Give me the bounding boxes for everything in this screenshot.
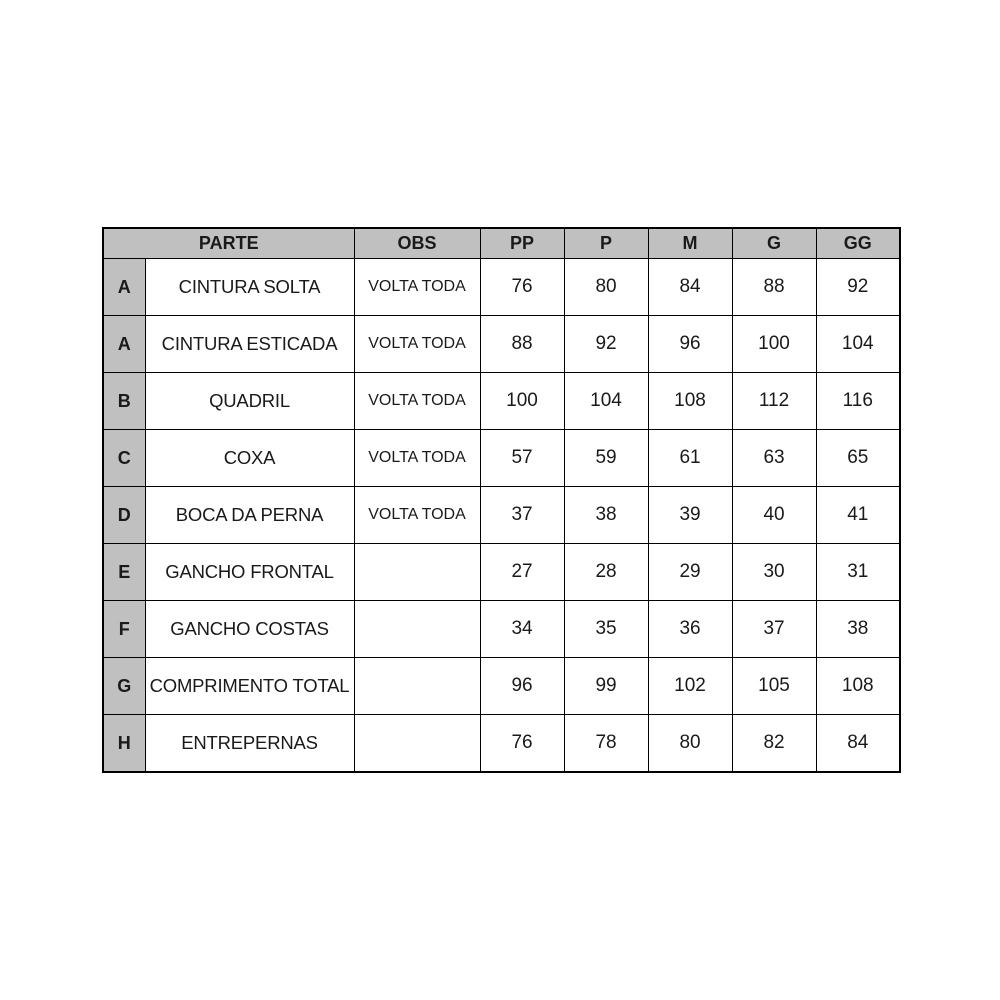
- row-value-pp: 88: [480, 316, 564, 373]
- row-value-g: 63: [732, 430, 816, 487]
- row-value-m: 36: [648, 601, 732, 658]
- table-body: [103, 259, 900, 773]
- table-row: [103, 316, 900, 373]
- row-value-gg: 92: [816, 259, 900, 316]
- row-parte: CINTURA ESTICADA: [145, 316, 354, 373]
- row-value-g: 112: [732, 373, 816, 430]
- row-obs: VOLTA TODA: [354, 259, 480, 316]
- row-obs: [354, 715, 480, 773]
- row-letter: G: [103, 658, 145, 715]
- row-obs: VOLTA TODA: [354, 430, 480, 487]
- row-obs: VOLTA TODA: [354, 373, 480, 430]
- row-value-m: 29: [648, 544, 732, 601]
- header-size-g: G: [732, 228, 816, 259]
- row-value-pp: 76: [480, 715, 564, 773]
- header-size-pp: PP: [480, 228, 564, 259]
- row-value-m: 39: [648, 487, 732, 544]
- row-letter: E: [103, 544, 145, 601]
- size-chart-table: [102, 227, 901, 773]
- row-value-g: 30: [732, 544, 816, 601]
- row-value-g: 105: [732, 658, 816, 715]
- row-value-p: 92: [564, 316, 648, 373]
- table-row: [103, 487, 900, 544]
- row-value-gg: 116: [816, 373, 900, 430]
- row-value-p: 59: [564, 430, 648, 487]
- row-value-gg: 108: [816, 658, 900, 715]
- row-letter: A: [103, 316, 145, 373]
- row-parte: COMPRIMENTO TOTAL: [145, 658, 354, 715]
- row-value-pp: 34: [480, 601, 564, 658]
- row-value-p: 78: [564, 715, 648, 773]
- table-row: [103, 373, 900, 430]
- row-value-g: 82: [732, 715, 816, 773]
- row-value-m: 96: [648, 316, 732, 373]
- row-value-p: 104: [564, 373, 648, 430]
- row-value-pp: 96: [480, 658, 564, 715]
- row-value-p: 38: [564, 487, 648, 544]
- row-value-m: 80: [648, 715, 732, 773]
- row-value-p: 80: [564, 259, 648, 316]
- header-size-m: M: [648, 228, 732, 259]
- header-size-p: P: [564, 228, 648, 259]
- row-value-gg: 84: [816, 715, 900, 773]
- row-parte: GANCHO FRONTAL: [145, 544, 354, 601]
- header-row: [103, 228, 900, 259]
- table-row: [103, 658, 900, 715]
- table-row: [103, 259, 900, 316]
- header-size-gg: GG: [816, 228, 900, 259]
- row-value-p: 99: [564, 658, 648, 715]
- row-parte: ENTREPERNAS: [145, 715, 354, 773]
- table-row: [103, 601, 900, 658]
- row-value-pp: 76: [480, 259, 564, 316]
- row-value-m: 102: [648, 658, 732, 715]
- row-obs: [354, 544, 480, 601]
- row-letter: C: [103, 430, 145, 487]
- row-parte: CINTURA SOLTA: [145, 259, 354, 316]
- row-letter: D: [103, 487, 145, 544]
- row-obs: VOLTA TODA: [354, 487, 480, 544]
- row-obs: VOLTA TODA: [354, 316, 480, 373]
- row-value-p: 35: [564, 601, 648, 658]
- row-value-pp: 27: [480, 544, 564, 601]
- row-letter: A: [103, 259, 145, 316]
- header-obs: OBS: [354, 228, 480, 259]
- header-parte: PARTE: [103, 228, 354, 259]
- row-value-gg: 38: [816, 601, 900, 658]
- row-value-pp: 57: [480, 430, 564, 487]
- row-value-m: 108: [648, 373, 732, 430]
- row-parte: QUADRIL: [145, 373, 354, 430]
- row-value-pp: 100: [480, 373, 564, 430]
- row-letter: B: [103, 373, 145, 430]
- row-value-gg: 65: [816, 430, 900, 487]
- row-value-gg: 31: [816, 544, 900, 601]
- row-parte: COXA: [145, 430, 354, 487]
- table-row: [103, 715, 900, 773]
- row-obs: [354, 601, 480, 658]
- row-letter: H: [103, 715, 145, 773]
- row-value-g: 88: [732, 259, 816, 316]
- table-row: [103, 430, 900, 487]
- row-obs: [354, 658, 480, 715]
- row-value-g: 100: [732, 316, 816, 373]
- row-value-p: 28: [564, 544, 648, 601]
- row-value-gg: 41: [816, 487, 900, 544]
- row-value-g: 37: [732, 601, 816, 658]
- row-value-m: 84: [648, 259, 732, 316]
- row-value-gg: 104: [816, 316, 900, 373]
- row-value-g: 40: [732, 487, 816, 544]
- row-value-m: 61: [648, 430, 732, 487]
- row-parte: BOCA DA PERNA: [145, 487, 354, 544]
- row-value-pp: 37: [480, 487, 564, 544]
- row-letter: F: [103, 601, 145, 658]
- row-parte: GANCHO COSTAS: [145, 601, 354, 658]
- table-row: [103, 544, 900, 601]
